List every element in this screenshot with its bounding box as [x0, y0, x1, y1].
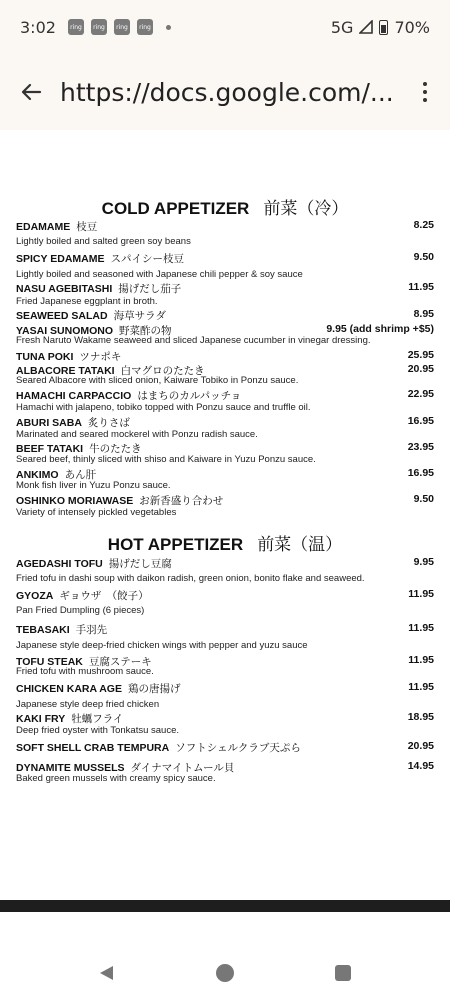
menu-item-price: 16.95: [407, 467, 434, 479]
url-field[interactable]: https://docs.google.com/...: [60, 77, 394, 107]
menu-item-name: [16, 251, 184, 266]
menu-item-description: Seared Albacore with sliced onion, Kaiware Tobiko in Ponzu sauce.: [16, 375, 299, 386]
menu-item-name-jp: 白マグロのたたき: [120, 365, 205, 377]
menu-item-description: Japanese style deep fried chicken: [16, 699, 160, 710]
menu-item-name-en: TOFU STEAK: [16, 656, 83, 668]
menu-item-name-jp: 揚げだし豆腐: [108, 558, 172, 570]
menu-item-name-jp: 牛のたたき: [89, 443, 142, 455]
menu-item-price: 8.95: [413, 308, 434, 320]
menu-item-price: 11.95: [408, 622, 434, 634]
menu-item-price: 14.95: [407, 760, 434, 772]
menu-item-name-jp: 炙りさば: [87, 417, 130, 429]
menu-item-name-en: SOFT SHELL CRAB TEMPURA: [16, 742, 170, 754]
menu-item-description: Japanese style deep-fried chicken wings with pepper and yuzu sauce: [16, 640, 308, 651]
menu-item-name-en: EDAMAME: [16, 221, 71, 233]
menu-item-name-en: ANKIMO: [16, 469, 59, 481]
status-time: 3:02: [20, 17, 56, 37]
menu-item-name-en: YASAI SUNOMONO: [16, 325, 114, 337]
ring-notification-icon: ring: [114, 19, 130, 35]
overflow-menu-button[interactable]: [410, 72, 440, 112]
section-title-text: COLD APPETIZER: [101, 199, 250, 218]
menu-item-name-jp: お新香盛り合わせ: [139, 495, 224, 507]
section-title-cold: [0, 194, 450, 219]
menu-item-name-jp: あん肝: [64, 469, 97, 481]
menu-item-name-jp: ダイナマイトムール貝: [130, 762, 235, 774]
menu-item-description: Fried Japanese eggplant in broth.: [16, 296, 158, 307]
menu-item-description: Marinated and seared mockerel with Ponzu radish sauce.: [16, 429, 258, 440]
menu-item-description: Lightly boiled and seasoned with Japanese chili pepper & soy sauce: [16, 269, 303, 280]
menu-item-name-en: CHICKEN KARA AGE: [16, 683, 122, 695]
menu-item-price: 20.95: [407, 740, 434, 752]
ring-notification-icon: ring: [137, 19, 153, 35]
menu-item-name-en: BEEF TATAKI: [16, 443, 84, 455]
menu-item-name-jp: 揚げだし茄子: [118, 283, 182, 295]
menu-item-price: 11.95: [408, 654, 434, 666]
status-right: [331, 18, 430, 37]
menu-item-description: Fried tofu in dashi soup with daikon radish, green onion, bonito flake and seaweed.: [16, 573, 365, 584]
menu-item-name-en: HAMACHI CARPACCIO: [16, 390, 132, 402]
menu-item-name: [16, 493, 223, 508]
menu-item-name-en: DYNAMITE MUSSELS: [16, 762, 125, 774]
menu-item-name: [16, 281, 181, 296]
back-button[interactable]: [6, 67, 56, 117]
menu-item-name: [16, 219, 97, 234]
menu-item-name: [16, 415, 130, 430]
menu-item-name-jp: 海草サラダ: [113, 310, 166, 322]
menu-item-name: [16, 740, 301, 755]
menu-item-description: Baked green mussels with creamy spicy sauce.: [16, 773, 216, 784]
menu-item-name: [16, 388, 241, 403]
menu-item-name-en: OSHINKO MORIAWASE: [16, 495, 134, 507]
menu-item-name-en: AGEDASHI TOFU: [16, 558, 103, 570]
menu-item-description: Lightly boiled and salted green soy beans: [16, 236, 191, 247]
menu-item-name-en: GYOZA: [16, 590, 54, 602]
menu-item-price: 11.95: [408, 681, 434, 693]
section-title-hot: [0, 530, 450, 555]
menu-item-name: [16, 622, 107, 637]
more-vert-icon: [423, 82, 427, 86]
document-page[interactable]: [0, 130, 450, 900]
menu-item-price: 20.95: [407, 363, 434, 375]
menu-item-name-en: KAKI FRY: [16, 713, 66, 725]
status-bar: [0, 0, 450, 54]
menu-item-price: 16.95: [407, 415, 434, 427]
menu-item-price: 9.95: [413, 556, 434, 568]
menu-item-name: [16, 711, 123, 726]
menu-item-description: Fresh Naruto Wakame seaweed and sliced Japanese cucumber in vinegar dressing.: [16, 335, 371, 346]
arrow-left-icon: [20, 81, 42, 103]
menu-item-name-jp: 豆腐ステーキ: [88, 656, 152, 668]
menu-item-name-jp: 枝豆: [76, 221, 98, 233]
menu-item-name-jp: 鶏の唐揚げ: [127, 683, 181, 695]
nav-home-icon[interactable]: [216, 964, 234, 982]
ring-notification-icon: ring: [68, 19, 84, 35]
ring-notification-icon: ring: [91, 19, 107, 35]
menu-item-description: Seared beef, thinly sliced with shiso and Kaiware in Yuzu Ponzu sauce.: [16, 454, 316, 465]
menu-item-name-en: SPICY EDAMAME: [16, 253, 105, 265]
menu-item-name: [16, 308, 166, 323]
menu-item-price: 8.25: [413, 219, 434, 231]
menu-item-description: Variety of intensely pickled vegetables: [16, 507, 177, 518]
menu-item-name-en: ABURI SABA: [16, 417, 82, 429]
menu-item-name: [16, 681, 180, 696]
network-label: 5G: [330, 17, 354, 37]
menu-item-price: 23.95: [407, 441, 434, 453]
menu-item-price: 9.95 (add shrimp +$5): [326, 323, 434, 335]
menu-item-price: 25.95: [407, 349, 434, 361]
more-vert-dot: [423, 98, 427, 102]
menu-item-name-jp: はまちのカルパッチョ: [137, 390, 242, 402]
menu-item-price: 18.95: [407, 711, 434, 723]
menu-item-name: [16, 349, 121, 364]
section-title-jp: 前菜（冷）: [263, 199, 349, 218]
browser-toolbar: [0, 54, 450, 130]
menu-item-description: Deep fried oyster with Tonkatsu sauce.: [16, 725, 179, 736]
menu-item-name-jp: ツナポキ: [79, 351, 122, 363]
menu-item-price: 9.50: [413, 493, 434, 505]
signal-icon: [359, 20, 373, 34]
menu-item-price: 22.95: [407, 388, 434, 400]
menu-item-name-jp: ソフトシェルクラブ天ぷら: [175, 742, 301, 754]
menu-item-name-en: SEAWEED SALAD: [16, 310, 108, 322]
menu-item-description: Monk fish liver in Yuzu Ponzu sauce.: [16, 480, 171, 491]
battery-level: 70%: [394, 17, 430, 37]
menu-item-name-jp: ギョウザ （餃子）: [59, 590, 149, 602]
nav-recents-icon[interactable]: [335, 965, 351, 981]
menu-item-name-jp: 手羽先: [75, 624, 108, 636]
menu-item-price: 11.95: [408, 588, 434, 600]
menu-item-price: 9.50: [413, 251, 434, 263]
battery-icon: [379, 20, 388, 35]
more-vert-dot: [423, 90, 427, 94]
menu-item-price: 11.95: [408, 281, 434, 293]
menu-item-name-en: TEBASAKI: [16, 624, 70, 636]
page-bottom-bar: [0, 900, 450, 912]
menu-item-name: [16, 556, 172, 571]
menu-item-description: Pan Fried Dumpling (6 pieces): [16, 605, 145, 616]
menu-item-name-en: NASU AGEBITASHI: [16, 283, 113, 295]
section-title-text: HOT APPETIZER: [107, 535, 244, 554]
nav-back-icon[interactable]: [97, 964, 115, 982]
menu-item-name-en: TUNA POKI: [16, 351, 74, 363]
menu-item-description: Fried tofu with mushroom sauce.: [16, 666, 154, 677]
menu-item-name-jp: 野菜酢の物: [119, 325, 172, 337]
system-navigation-bar: [0, 912, 450, 1000]
more-notifications-dot-icon: [166, 25, 171, 30]
menu-item-name-en: ALBACORE TATAKI: [16, 365, 115, 377]
menu-item-name-jp: スパイシー枝豆: [110, 253, 184, 265]
section-title-jp: 前菜（温）: [257, 535, 343, 554]
menu-item-description: Hamachi with jalapeno, tobiko topped with Ponzu sauce and truffle oil.: [16, 402, 311, 413]
menu-item-name-jp: 牡蠣フライ: [71, 713, 124, 725]
menu-item-name: [16, 588, 149, 603]
